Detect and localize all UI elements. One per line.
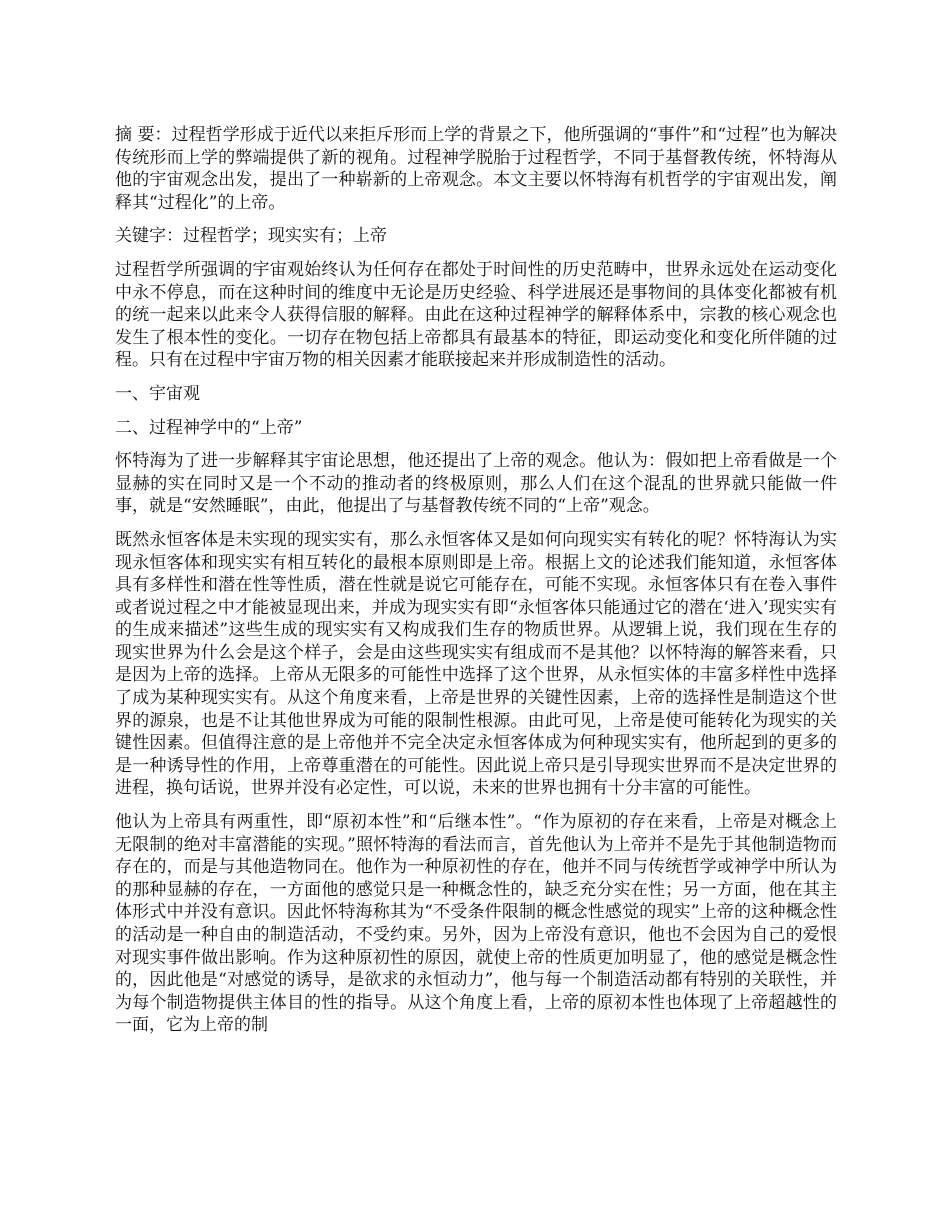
section-heading-cosmology: 一、宇宙观 bbox=[115, 383, 200, 404]
section-heading-process-theology-god: 二、过程神学中的“上帝” bbox=[115, 417, 303, 438]
abstract-paragraph: 摘 要：过程哲学形成于近代以来拒斥形而上学的背景之下，他所强调的“事件”和“过程”也为解决传统形而上学的弊端提供了新的视角。过程神学脱胎于过程哲学，不同于基督教传统，怀特海从他的宇宙观念出发，提出了一种崭新的上帝观念。本文主要以怀特海有机哲学的宇宙观出发，阐释其“过程化”的上帝。 bbox=[115, 125, 837, 213]
body-paragraph-2: 既然永恒客体是未实现的现实实有，那么永恒客体又是如何向现实实有转化的呢？怀特海认为实现永恒客体和现实实有相互转化的最根本原则即是上帝。根据上文的论述我们能知道，永恒客体具有多样性和潜在性等性质，潜在性就是说它可能存在，可能不实现。永恒客体只有在卷入事件或者说过程之中才能被显现出来，并成为现实实有即“永恒客体只能通过它的潜在‘进入’现实实有的生成来描述”这些生成的现实实有又构成我们生存的物质世界。从逻辑上说，我们现在生存的现实世界为什么会是这个样子，会是由这些现实实有组成而不是其他？以怀特海的解答来看，只是因为上帝的选择。上帝从无限多的可能性中选择了这个世界，从永恒实体的丰富多样性中选择了成为某种现实实有。从这个角度来看，上帝是世界的关键性因素，上帝的选择性是制造这个世界的源泉，也是不让其他世界成为可能的限制性根源。由此可见，上帝是使可能转化为现实的关键性因素。但值得注意的是上帝他并不完全决定永恒客体成为何种现实实有，他所起到的更多的是一种诱导性的作用，上帝尊重潜在的可能性。因此说上帝只是引导现实世界而不是决定世界的进程，换句话说，世界并没有必定性，可以说，未来的世界也拥有十分丰富的可能性。 bbox=[115, 529, 837, 799]
document-body bbox=[115, 124, 837, 1048]
keywords-line: 关键字：过程哲学；现实实有；上帝 bbox=[115, 226, 387, 247]
intro-paragraph: 过程哲学所强调的宇宙观始终认为任何存在都处于时间性的历史范畴中，世界永远处在运动变化中永不停息，而在这种时间的维度中无论是历史经验、科学进展还是事物间的具体变化都被有机的统一起来以此来令人获得信服的解释。由此在这种过程神学的解释体系中，宗教的核心观念也发生了根本性的变化。一切存在物包括上帝都具有最基本的特征，即运动变化和变化所伴随的过程。只有在过程中宇宙万物的相关因素才能联接起来并形成制造性的活动。 bbox=[115, 259, 837, 371]
body-paragraph-1: 怀特海为了进一步解释其宇宙论思想，他还提出了上帝的观念。他认为：假如把上帝看做是一个显赫的实在同时又是一个不动的推动者的终极原则，那么人们在这个混乱的世界就只能做一件事，就是“安然睡眠”，由此，他提出了与基督教传统不同的“上帝”观念。 bbox=[115, 451, 837, 517]
body-paragraph-3: 他认为上帝具有两重性，即“原初本性”和“后继本性”。“作为原初的存在来看，上帝是对概念上无限制的绝对丰富潜能的实现。”照怀特海的看法而言，首先他认为上帝并不是先于其他制造物而存在的，而是与其他造物同在。他作为一种原初性的存在，他并不同与传统哲学或神学中所认为的那种显赫的存在，一方面他的感觉只是一种概念性的，缺乏充分实在性；另一方面，他在其主体形式中并没有意识。因此怀特海称其为“不受条件限制的概念性感觉的现实”上帝的这种概念性的活动是一种自由的制造活动，不受约束。另外，因为上帝没有意识，他也不会因为自己的爱恨对现实事件做出影响。作为这种原初性的原因，就使上帝的性质更加明显了，他的感觉是概念性的，因此他是“对感觉的诱导，是欲求的永恒动力”，他与每一个制造活动都有特别的关联性，并为每个制造物提供主体目的性的指导。从这个角度上看，上帝的原初本性也体现了上帝超越性的一面，它为上帝的制 bbox=[115, 812, 837, 1036]
